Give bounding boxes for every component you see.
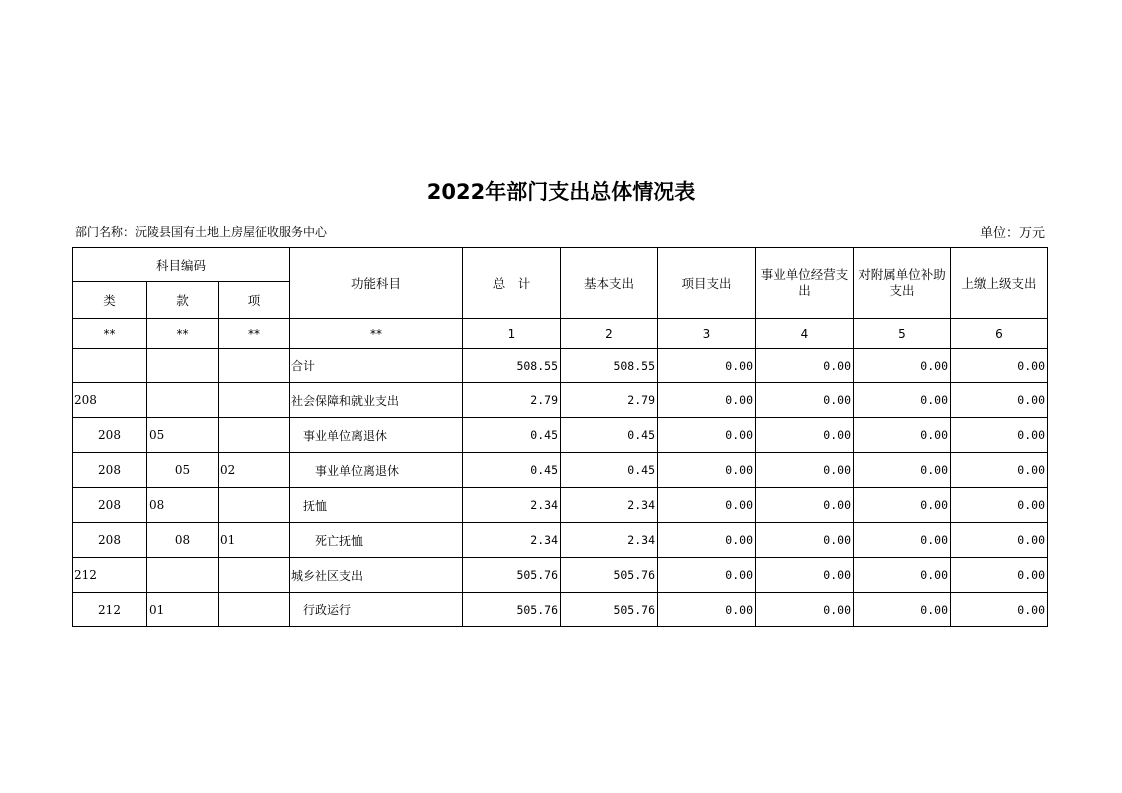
cell-subsidy: 0.00 (854, 349, 951, 383)
cell-xiang (219, 349, 290, 383)
cell-kuan: 05 (147, 453, 219, 488)
cell-business: 0.00 (756, 523, 854, 558)
cell-lei: 208 (73, 383, 147, 418)
cell-business: 0.00 (756, 558, 854, 593)
cell-lei: 212 (73, 558, 147, 593)
header-function-subject: 功能科目 (290, 248, 463, 319)
cell-business: 0.00 (756, 488, 854, 523)
cell-project: 0.00 (658, 523, 756, 558)
cell-basic: 0.45 (561, 453, 658, 488)
column-index-cell: ** (73, 319, 147, 349)
cell-superior: 0.00 (951, 488, 1048, 523)
cell-kuan: 01 (147, 593, 219, 627)
cell-subsidy: 0.00 (854, 488, 951, 523)
cell-xiang (219, 418, 290, 453)
cell-name: 抚恤 (290, 488, 463, 523)
cell-total: 505.76 (463, 593, 561, 627)
cell-xiang (219, 383, 290, 418)
cell-lei: 212 (73, 593, 147, 627)
cell-kuan (147, 558, 219, 593)
cell-basic: 0.45 (561, 418, 658, 453)
unit-label: 单位：万元 (979, 226, 1045, 241)
cell-name: 事业单位离退休 (290, 453, 463, 488)
cell-superior: 0.00 (951, 453, 1048, 488)
cell-basic: 2.34 (561, 523, 658, 558)
cell-business: 0.00 (756, 383, 854, 418)
table-row (73, 488, 1048, 523)
cell-total: 2.34 (463, 523, 561, 558)
table-row (73, 558, 1048, 593)
cell-project: 0.00 (658, 593, 756, 627)
table-row (73, 453, 1048, 488)
cell-business: 0.00 (756, 453, 854, 488)
cell-superior: 0.00 (951, 418, 1048, 453)
cell-xiang (219, 593, 290, 627)
header-business: 事业单位经营支出 (756, 248, 854, 319)
cell-basic: 2.79 (561, 383, 658, 418)
cell-total: 0.45 (463, 418, 561, 453)
cell-subsidy: 0.00 (854, 453, 951, 488)
cell-project: 0.00 (658, 453, 756, 488)
cell-lei (73, 349, 147, 383)
cell-project: 0.00 (658, 558, 756, 593)
cell-lei: 208 (73, 488, 147, 523)
cell-total: 505.76 (463, 558, 561, 593)
header-lei: 类 (73, 282, 147, 319)
table-row (73, 523, 1048, 558)
column-index-cell: ** (219, 319, 290, 349)
header-subject-code: 科目编码 (73, 248, 290, 282)
cell-superior: 0.00 (951, 558, 1048, 593)
header-superior: 上缴上级支出 (951, 248, 1048, 319)
cell-name: 死亡抚恤 (290, 523, 463, 558)
cell-lei: 208 (73, 418, 147, 453)
cell-business: 0.00 (756, 418, 854, 453)
cell-xiang: 01 (219, 523, 290, 558)
column-index-cell: 4 (756, 319, 854, 349)
page-title: 2022年部门支出总体情况表 (426, 180, 696, 204)
cell-superior: 0.00 (951, 383, 1048, 418)
cell-total: 2.79 (463, 383, 561, 418)
department-name: 部门名称：沅陵县国有土地上房屋征收服务中心 (75, 225, 328, 239)
cell-total: 0.45 (463, 453, 561, 488)
expenditure-table (72, 247, 1048, 627)
cell-xiang: 02 (219, 453, 290, 488)
cell-kuan: 05 (147, 418, 219, 453)
cell-business: 0.00 (756, 349, 854, 383)
table-row (73, 418, 1048, 453)
cell-xiang (219, 488, 290, 523)
column-index-cell: 6 (951, 319, 1048, 349)
column-index-cell: 3 (658, 319, 756, 349)
table-row (73, 593, 1048, 627)
column-index-cell: 2 (561, 319, 658, 349)
cell-name: 合计 (290, 349, 463, 383)
header-subsidy: 对附属单位补助支出 (854, 248, 951, 319)
column-index-cell: ** (147, 319, 219, 349)
cell-subsidy: 0.00 (854, 523, 951, 558)
column-index-cell: ** (290, 319, 463, 349)
header-kuan: 款 (147, 282, 219, 319)
cell-name: 社会保障和就业支出 (290, 383, 463, 418)
cell-basic: 505.76 (561, 593, 658, 627)
cell-basic: 505.76 (561, 558, 658, 593)
column-index-cell: 1 (463, 319, 561, 349)
header-xiang: 项 (219, 282, 290, 319)
column-index-cell: 5 (854, 319, 951, 349)
cell-total: 508.55 (463, 349, 561, 383)
cell-subsidy: 0.00 (854, 593, 951, 627)
cell-project: 0.00 (658, 418, 756, 453)
cell-superior: 0.00 (951, 349, 1048, 383)
cell-total: 2.34 (463, 488, 561, 523)
cell-project: 0.00 (658, 488, 756, 523)
cell-lei: 208 (73, 523, 147, 558)
cell-name: 行政运行 (290, 593, 463, 627)
header-project: 项目支出 (658, 248, 756, 319)
cell-name: 事业单位离退休 (290, 418, 463, 453)
cell-kuan (147, 349, 219, 383)
cell-basic: 508.55 (561, 349, 658, 383)
table-row (73, 349, 1048, 383)
cell-kuan (147, 383, 219, 418)
cell-basic: 2.34 (561, 488, 658, 523)
cell-superior: 0.00 (951, 523, 1048, 558)
cell-xiang (219, 558, 290, 593)
cell-superior: 0.00 (951, 593, 1048, 627)
table-row (73, 383, 1048, 418)
header-basic: 基本支出 (561, 248, 658, 319)
cell-subsidy: 0.00 (854, 383, 951, 418)
cell-kuan: 08 (147, 523, 219, 558)
cell-business: 0.00 (756, 593, 854, 627)
cell-subsidy: 0.00 (854, 558, 951, 593)
cell-subsidy: 0.00 (854, 418, 951, 453)
cell-kuan: 08 (147, 488, 219, 523)
cell-lei: 208 (73, 453, 147, 488)
column-index-row (73, 319, 1048, 349)
cell-project: 0.00 (658, 383, 756, 418)
header-total: 总 计 (463, 248, 561, 319)
cell-name: 城乡社区支出 (290, 558, 463, 593)
cell-project: 0.00 (658, 349, 756, 383)
